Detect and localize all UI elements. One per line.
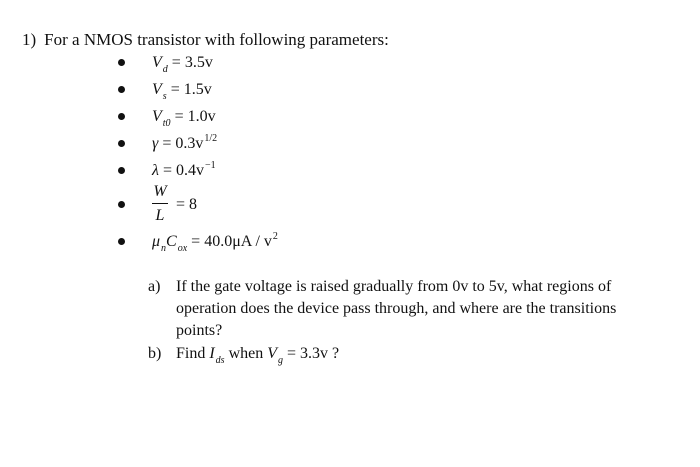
parameter-expression: $V_s = 1.5v$ xyxy=(152,81,212,102)
wl-fraction xyxy=(152,182,168,226)
parameter-expression: = 8 xyxy=(176,196,198,213)
question-number: 1) xyxy=(22,30,37,49)
bullet-icon xyxy=(118,238,125,245)
bullet-icon xyxy=(118,140,125,147)
part-text: Find $I_{ds}$ when $V_g = 3.3v$ ? xyxy=(176,345,340,366)
parameter-expression: $\gamma = 0.3v^{1/2}$ xyxy=(152,133,218,152)
bullet-icon xyxy=(118,59,125,66)
fraction-bar xyxy=(152,203,168,204)
bullet-icon xyxy=(118,113,125,120)
parameter-expression: $V_{t0} = 1.0v$ xyxy=(152,108,216,129)
bullet-icon xyxy=(118,86,125,93)
parameter-expression: $\mu_nC_{ox} = 40.0\mu A / v^2$ xyxy=(152,231,278,254)
question-prompt: For a NMOS transistor with following parameters: xyxy=(44,30,389,49)
parameter-expression: $\lambda = 0.4v^{-1}$ xyxy=(152,160,216,179)
bullet-icon xyxy=(118,201,125,208)
part-label: b) xyxy=(148,345,162,362)
part-text: If the gate voltage is raised gradually from 0v to 5v, what regions of operation does the device pass through, and where are the transitions points? xyxy=(176,278,617,339)
bullet-icon xyxy=(118,167,125,174)
part-label: a) xyxy=(148,278,161,295)
question-heading xyxy=(22,30,389,50)
fraction-denominator: L xyxy=(155,207,165,224)
parameter-expression: $V_d = 3.5v$ xyxy=(152,54,213,75)
fraction-numerator: W xyxy=(153,183,167,200)
